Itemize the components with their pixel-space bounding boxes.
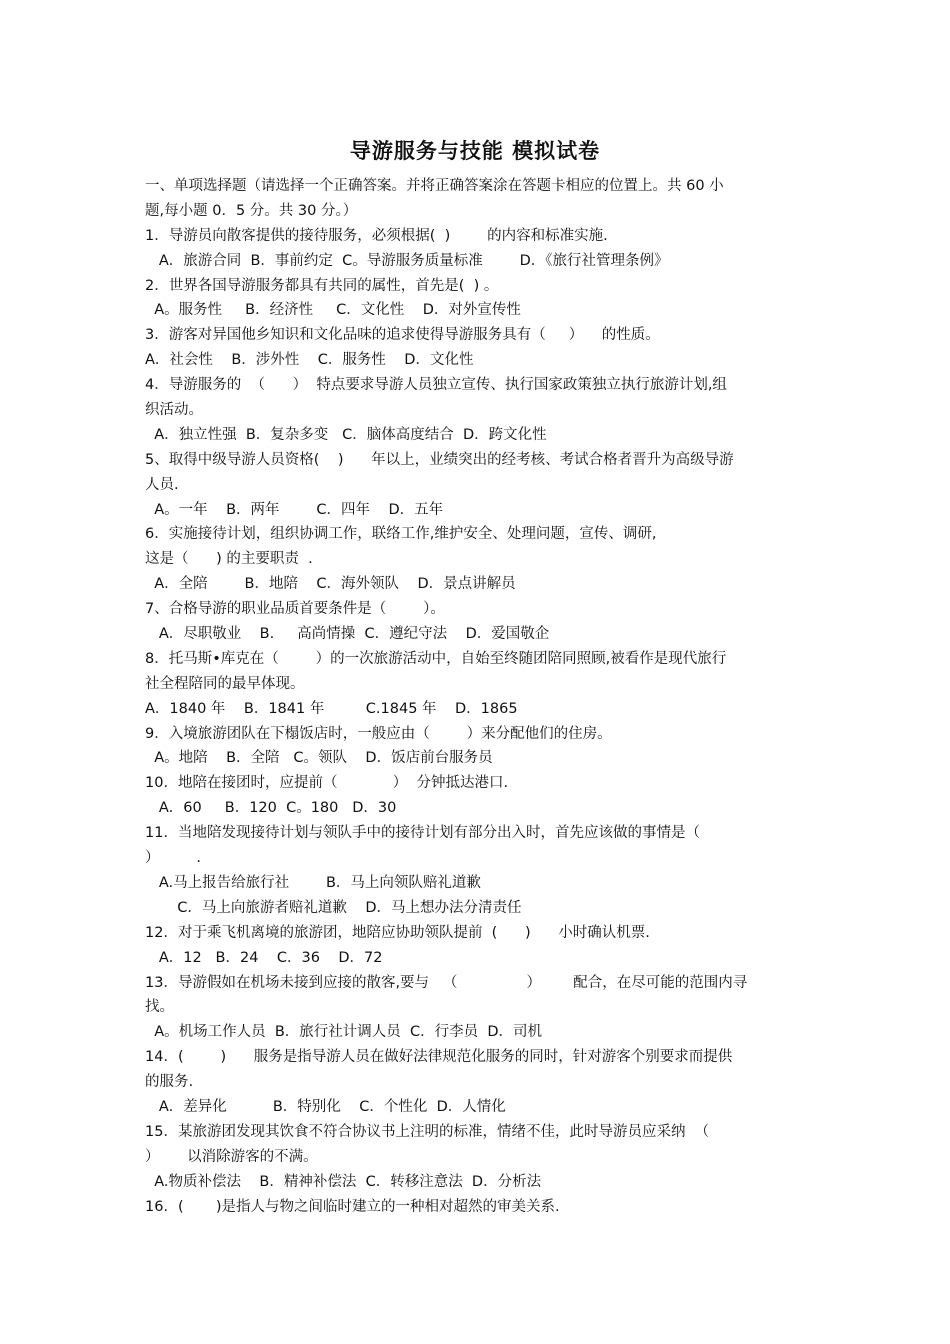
text-line: 织活动。	[145, 402, 203, 419]
text-line: 5、取得中级导游人员资格( ) 年以上，业绩突出的经考核、考试合格者晋升为高级导游	[145, 451, 734, 468]
text-line: 16．( )是指人与物之间临时建立的一种相对超然的审美关系.	[145, 1198, 560, 1215]
text-line: A。一年 B．两年 C．四年 D．五年	[145, 501, 444, 518]
text-line: A.马上报告给旅行社 B．马上向领队赔礼道歉	[145, 874, 481, 891]
exam-body	[145, 174, 810, 1219]
text-line: A。服务性 B．经济性 C．文化性 D．对外宣传性	[145, 302, 521, 319]
text-line: 14．( ) 服务是指导游人员在做好法律规范化服务的同时，针对游客个别要求而提供	[145, 1049, 733, 1066]
text-line: 15．某旅游团发现其饮食不符合协议书上注明的标准，情绪不佳，此时导游员应采纳 （	[145, 1123, 710, 1140]
text-line: 1．导游员向散客提供的接待服务，必须根据( ) 的内容和标准实施.	[145, 227, 608, 244]
text-line: 社全程陪同的最早体现。	[145, 675, 305, 692]
text-line: ） .	[145, 850, 201, 867]
text-line: A．60 B．120 C。180 D．30	[145, 800, 397, 817]
text-line: 4．导游服务的 （ ） 特点要求导游人员独立宣传、执行国家政策独立执行旅游计划,组	[145, 377, 727, 394]
text-line: A．12 B．24 C．36 D．72	[145, 949, 383, 966]
page-title: 导游服务与技能 模拟试卷	[349, 139, 601, 163]
text-line: 2．世界各国导游服务都具有共同的属性，首先是( ) 。	[145, 277, 499, 294]
text-line: A。地陪 B．全陪 C。领队 D．饭店前台服务员	[145, 750, 493, 767]
text-line: 这是（ ) 的主要职责 .	[145, 551, 313, 568]
text-line: 8．托马斯•库克在（ ）的一次旅游活动中，自始至终随团陪同照顾,被看作是现代旅行	[145, 650, 727, 667]
text-line: 11．当地陪发现接待计划与领队手中的接待计划有部分出入时，首先应该做的事情是（	[145, 825, 700, 842]
text-line: 9．入境旅游团队在下榻饭店时，一般应由（ ）来分配他们的住房。	[145, 725, 612, 742]
text-line: 找。	[145, 999, 174, 1016]
text-line: C．马上向旅游者赔礼道歉 D．马上想办法分清责任	[145, 899, 522, 916]
text-line: A．社会性 B．涉外性 C．服务性 D．文化性	[145, 352, 474, 369]
text-line: A．1840 年 B．1841 年 C.1845 年 D．1865	[145, 700, 518, 717]
text-line: 的服务.	[145, 1074, 194, 1091]
text-line: 7、合格导游的职业品质首要条件是（ ）。	[145, 601, 445, 618]
text-line: 6．实施接待计划，组织协调工作，联络工作,维护安全、处理问题，宣传、调研,	[145, 526, 657, 543]
text-line: ） 以消除游客的不满。	[145, 1148, 318, 1165]
text-line: A．差异化 B．特别化 C．个性化 D．人情化	[145, 1098, 506, 1115]
text-line: A．旅游合同 B．事前约定 C。导游服务质量标准 D．《旅行社管理条例》	[145, 252, 669, 269]
text-line: 人员.	[145, 476, 179, 493]
text-line: A.物质补偿法 B．精神补偿法 C．转移注意法 D．分析法	[145, 1173, 542, 1190]
text-line: 题,每小题 0．5 分。共 30 分。）	[145, 202, 358, 219]
text-line: 12．对于乘飞机离境的旅游团，地陪应协助领队提前 ( ) 小时确认机票.	[145, 924, 650, 941]
text-line: A．全陪 B．地陪 C．海外领队 D．景点讲解员	[145, 576, 516, 593]
text-line: A。机场工作人员 B．旅行社计调人员 C．行李员 D．司机	[145, 1024, 543, 1041]
text-line: A．尽职敬业 B. 高尚情操 C．遵纪守法 D．爱国敬企	[145, 626, 550, 643]
text-line: 10．地陪在接团时，应提前（ ） 分钟抵达港口.	[145, 775, 509, 792]
text-line: 3．游客对异国他乡知识和文化品味的追求使得导游服务具有（ ） 的性质。	[145, 327, 660, 344]
text-line: 13．导游假如在机场未接到应接的散客,要与 （ ） 配合，在尽可能的范围内寻	[145, 974, 748, 991]
text-line: A．独立性强 B．复杂多变 C．脑体高度结合 D．跨文化性	[145, 426, 547, 443]
text-line: 一、单项选择题（请选择一个正确答案。并将正确答案涂在答题卡相应的位置上。共 60 小	[145, 178, 724, 194]
